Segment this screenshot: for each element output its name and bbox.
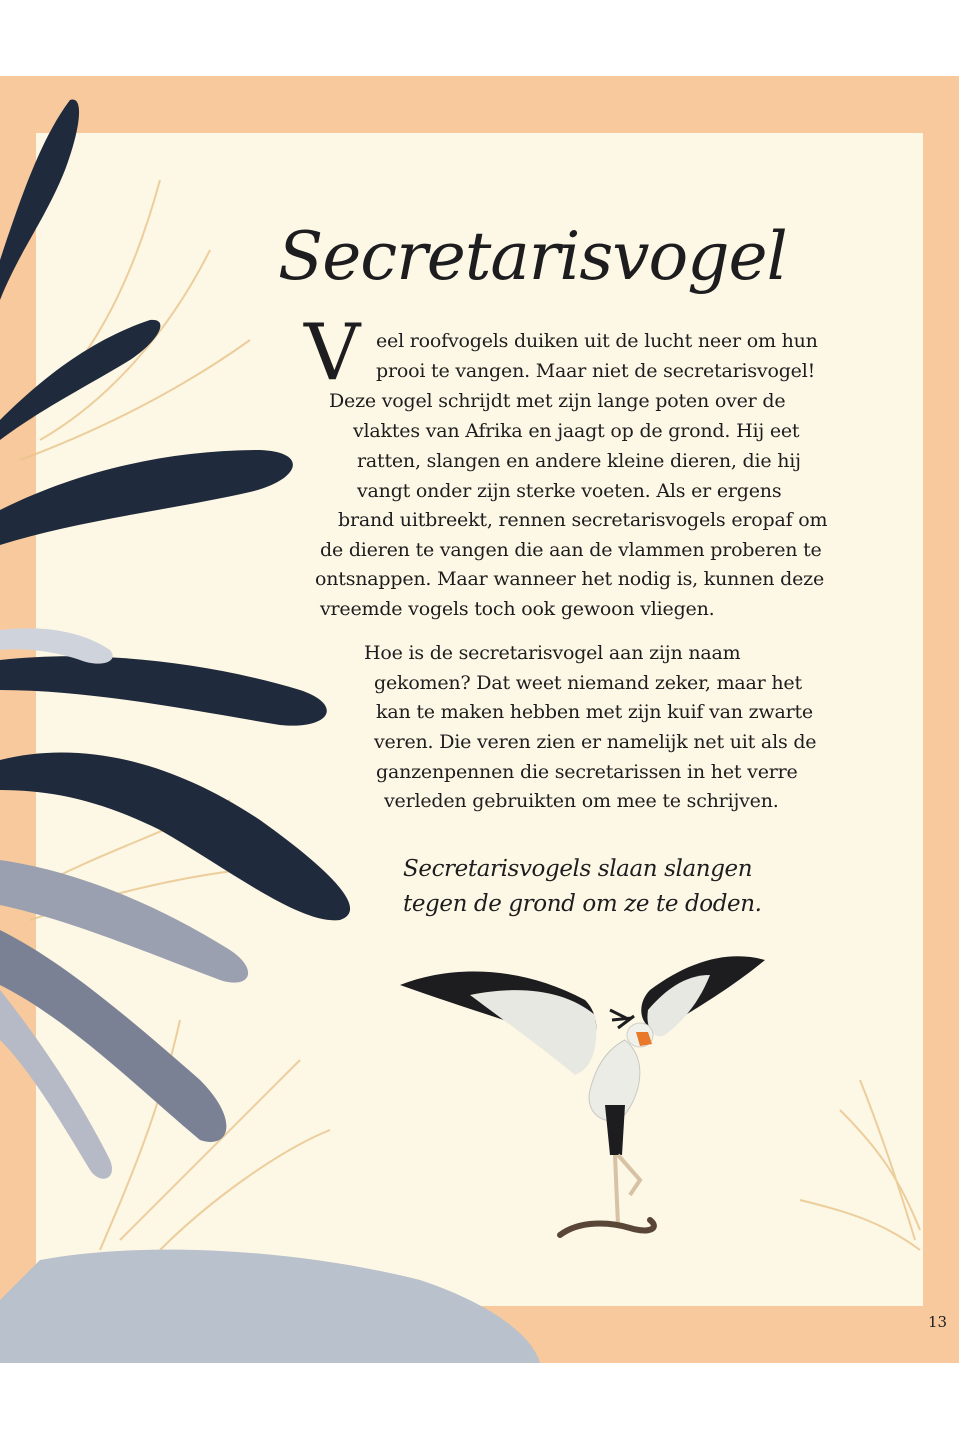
page-number: 13 xyxy=(928,1313,948,1331)
text-line: eel roofvogels duiken uit de lucht neer om hun xyxy=(376,330,818,352)
text-line: verleden gebruikten om mee te schrijven. xyxy=(384,790,779,812)
text-line: kan te maken hebben met zijn kuif van zwarte xyxy=(376,701,813,723)
text-line: vlaktes van Afrika en jaagt op de grond. Hij eet xyxy=(353,420,800,442)
text-line: de dieren te vangen die aan de vlammen proberen te xyxy=(320,539,822,561)
text-line: prooi te vangen. Maar niet de secretarisvogel! xyxy=(376,360,816,382)
text-line: ratten, slangen en andere kleine dieren, die hij xyxy=(357,450,801,472)
text-line: Hoe is de secretarisvogel aan zijn naam xyxy=(364,642,741,664)
text-line: ganzenpennen die secretarissen in het verre xyxy=(376,761,798,783)
text-line: vangt onder zijn sterke voeten. Als er ergens xyxy=(357,480,782,502)
text-line: vreemde vogels toch ook gewoon vliegen. xyxy=(320,598,715,620)
text-line: brand uitbreekt, rennen secretarisvogels eropaf om xyxy=(338,509,828,531)
caption-line: Secretarisvogels slaan slangen xyxy=(403,856,753,882)
page-title: Secretarisvogel xyxy=(278,218,787,295)
text-line: veren. Die veren zien er namelijk net uit als de xyxy=(374,731,817,753)
text-line: ontsnappen. Maar wanneer het nodig is, kunnen deze xyxy=(315,568,825,590)
drop-cap: V xyxy=(304,308,361,398)
text-line: Deze vogel schrijdt met zijn lange poten over de xyxy=(329,390,786,412)
text-line: gekomen? Dat weet niemand zeker, maar het xyxy=(374,672,802,694)
caption-line: tegen de grond om ze te doden. xyxy=(403,891,762,917)
